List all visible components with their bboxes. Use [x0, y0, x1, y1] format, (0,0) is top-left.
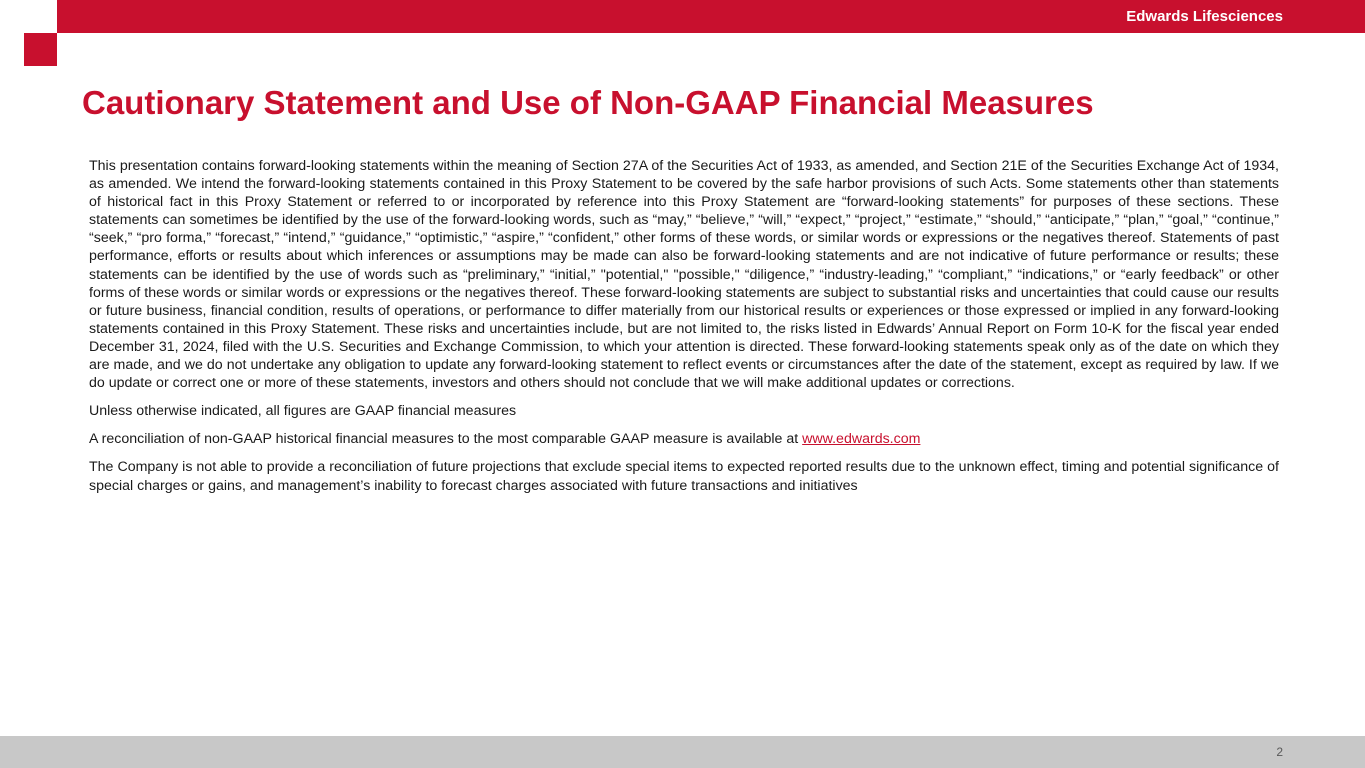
- corner-accent: [24, 33, 57, 66]
- slide-body: [89, 157, 1279, 505]
- reconciliation-paragraph: [89, 430, 1279, 448]
- reconciliation-text: A reconciliation of non-GAAP historical financial measures to the most comparable GAAP measure is available at: [89, 431, 803, 448]
- gaap-note-paragraph: Unless otherwise indicated, all figures are GAAP financial measures: [89, 403, 517, 420]
- projections-paragraph: The Company is not able to provide a reconciliation of future projections that exclude special items to expected reported results due to the unknown effect, timing and potential significance of special charges or gains, and management’s inability to forecast charges associated with future transactions and initiatives: [89, 459, 1279, 494]
- edwards-website-link[interactable]: www.edwards.com: [802, 431, 921, 448]
- slide-title: Cautionary Statement and Use of Non-GAAP Financial Measures: [82, 84, 1094, 121]
- header-bar: [57, 0, 1365, 33]
- forward-looking-paragraph: This presentation contains forward-looking statements within the meaning of Section 27A of the Securities Act of 1933, as amended, and Section 21E of the Securities Exchange Act of 1934, as amended. We intend the forward-looking statements contained in this Proxy Statement to be covered by the safe harbor provisions of such Acts. Some statements other than statements of historical fact in this Proxy Statement or referred to or incorporated by reference into this Proxy Statement are “forward-looking statements” for purposes of these sections. These statements can sometimes be identified by the use of the forward-looking words, such as “may,” “believe,” “will,” “expect,” “project,” “estimate,” “should,” “anticipate,” “plan,” “goal,” “continue,” “seek,” “pro forma,” “forecast,” “intend,” “guidance,” “optimistic,” “aspire,” “confident,” other forms of these words, or similar words or expressions or the negatives thereof. Statements of past performance, efforts or results about which inferences or assumptions may be made can also be forward-looking statements and are not indicative of future performance or results; these statements can be identified by the use of words such as “preliminary,” “initial,” "potential," "possible," “diligence,” “industry-leading,” “compliant,” “indications,” or “early feedback” or other forms of these words or similar words or expressions or the negatives thereof. These forward-looking statements are subject to substantial risks and uncertainties that could cause our results or future business, financial condition, results of operations, or performance to differ materially from our historical results or experiences or those expressed or implied in any forward-looking statements contained in this Proxy Statement. These risks and uncertainties include, but are not limited to, the risks listed in Edwards’ Annual Report on Form 10-K for the fiscal year ended December 31, 2024, filed with the U.S. Securities and Exchange Commission, to which your attention is directed. These forward-looking statements speak only as of the date on which they are made, and we do not undertake any obligation to update any forward-looking statement to reflect events or circumstances after the date of the statement, except as required by law. If we do update or correct one or more of these statements, investors and others should not conclude that we will make additional updates or corrections.: [89, 158, 1279, 392]
- page-number: 2: [1276, 745, 1283, 759]
- footer-bar: [0, 736, 1365, 768]
- brand-logo: Edwards Lifesciences: [1126, 8, 1283, 25]
